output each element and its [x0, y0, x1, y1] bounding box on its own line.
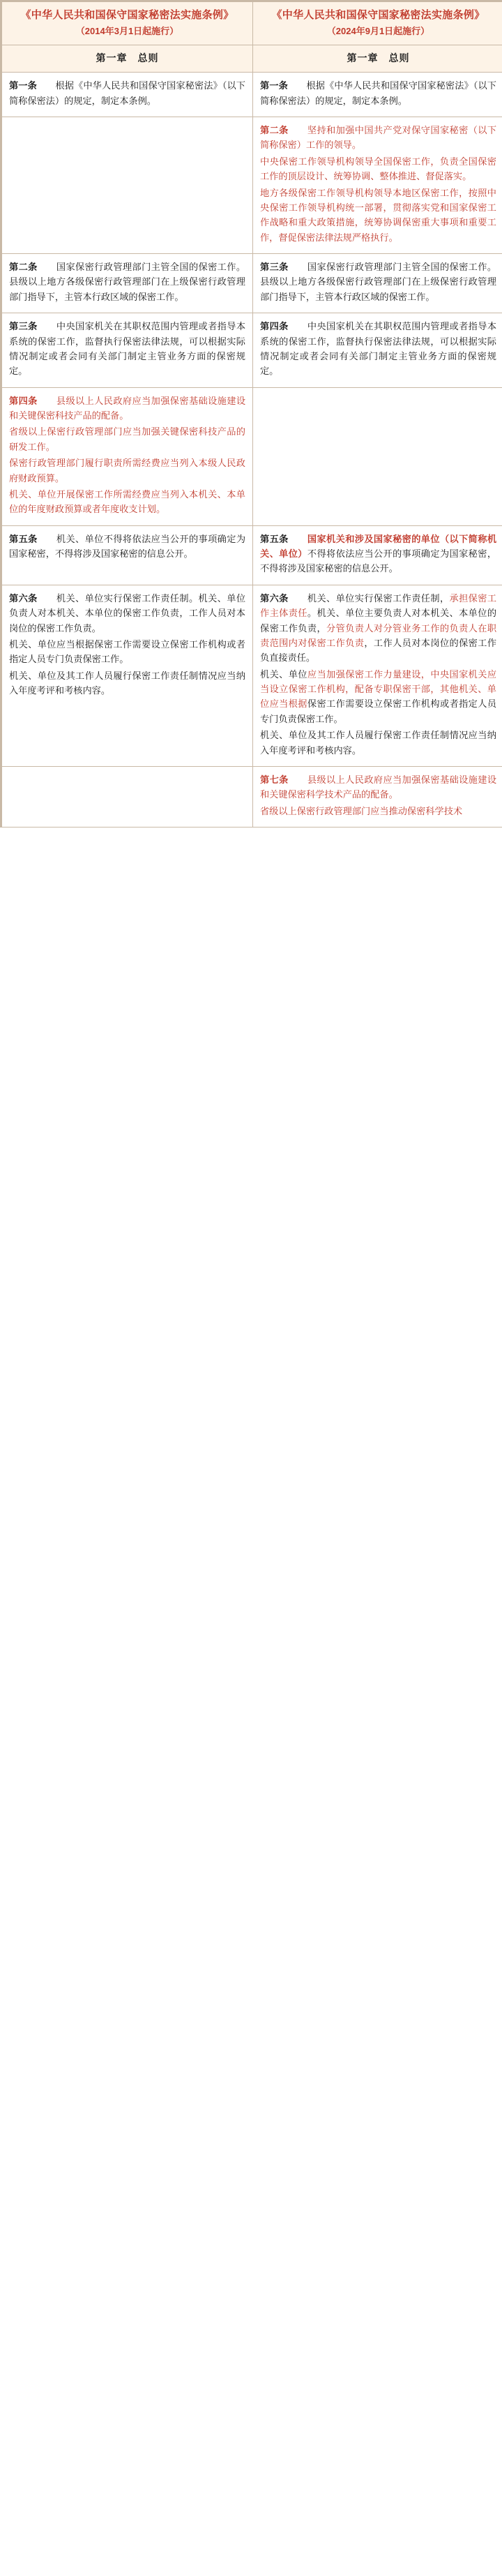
article-paragraph [260, 319, 496, 379]
rich-block [9, 78, 245, 108]
article-paragraph [260, 154, 496, 184]
article-paragraph [9, 394, 245, 424]
original-text: 第五条 [9, 533, 38, 544]
original-text: 机关、单位实行保密工作责任制。机关、单位负责人对本机关、本单位的保密工作负责，工作人员对本岗位的保密工作负责。 [9, 592, 246, 634]
rich-block [260, 319, 496, 379]
article-paragraph [9, 78, 245, 108]
left-article-cell [2, 585, 253, 766]
original-text: 国家保密行政管理部门主管全国的保密工作。县级以上地方各级保密行政管理部门在上级保密行政管理部门指导下，主管本行政区域的保密工作。 [260, 262, 497, 302]
amended-text: 坚持和加强中国共产党对保守国家秘密（以下简称保密）工作的领导。 [260, 125, 497, 151]
original-text: 机关、单位 [260, 668, 307, 680]
amended-text: 省级以上保密行政管理部门应当加强关键保密科技产品的研发工作。 [9, 426, 245, 452]
article-paragraph [260, 260, 496, 304]
amended-text: 承担保密工作主体责任 [260, 592, 497, 619]
right-article-cell [253, 73, 502, 117]
left-article-cell [2, 254, 253, 313]
article-row [2, 73, 502, 117]
article-paragraph [260, 123, 496, 153]
amended-text: 第四条 [9, 395, 38, 406]
right-article-cell [253, 766, 502, 827]
rich-block [9, 532, 245, 562]
article-paragraph [260, 772, 496, 802]
article-row [2, 313, 502, 388]
amended-text: 国家机关和涉及国家秘密的单位（以下简称机关、单位） [260, 533, 497, 559]
rich-block [9, 123, 245, 130]
article-paragraph [9, 424, 245, 454]
left-article-cell [2, 525, 253, 585]
law-comparison-table [1, 1, 502, 828]
left-article-cell-empty [2, 117, 253, 254]
right-chapter-heading [253, 45, 502, 73]
left-article-cell-empty [2, 766, 253, 827]
rich-block [260, 591, 496, 758]
amended-text: 保密行政管理部门履行职责所需经费应当列入本级人民政府财政预算。 [9, 458, 245, 484]
amended-text: 机关、单位开展保密工作所需经费应当列入本机关、本单位的年度财政预算或者年度收支计划。 [9, 488, 245, 515]
original-text: 根据《中华人民共和国保守国家秘密法》（以下简称保密法）的规定，制定本条例。 [9, 80, 245, 106]
original-text: 。机关、单位主要负责人对本机关、本单位的保密工作负责， [260, 608, 497, 634]
amended-text: 中央保密工作领导机构领导全国保密工作，负责全国保密工作的顶层设计、统筹协调、整体推进、督促落实。 [260, 156, 496, 182]
article-row [2, 387, 502, 525]
rich-block [9, 591, 245, 698]
right-article-cell [253, 254, 502, 313]
right-chapter-label: 第一章 总则 [347, 52, 410, 64]
article-row [2, 254, 502, 313]
article-paragraph [9, 456, 245, 486]
right-article-cell-empty [253, 387, 502, 525]
original-text: 第一条 [9, 80, 37, 91]
article-row [2, 766, 502, 827]
article-row [2, 585, 502, 766]
amended-text: 县级以上人民政府应当加强保密基础设施建设和关键保密科技产品的配备。 [9, 395, 246, 421]
original-text: 第五条 [260, 533, 289, 544]
original-text: 第四条 [260, 321, 289, 332]
amended-text: 分管负责人对分管业务工作的负责人在职责范围内对保密工作负责 [260, 622, 497, 648]
amended-text: 第二条 [260, 125, 289, 135]
original-text: ，工作人员对本岗位的保密工作负直接责任。 [260, 637, 497, 664]
article-paragraph [9, 260, 245, 304]
article-row [2, 525, 502, 585]
amended-text: 应当加强保密工作力量建设，中央国家机关应当设立保密工作机构，配备专职保密干部，其他机关、单位应当根据 [260, 668, 497, 710]
article-paragraph [260, 186, 496, 246]
right-article-cell [253, 117, 502, 254]
original-text: 机关、单位应当根据保密工作需要设立保密工作机构或者指定人员专门负责保密工作。 [9, 638, 245, 665]
article-paragraph [260, 591, 496, 666]
amended-text: 地方各级保密工作领导机构领导本地区保密工作，按照中央保密工作领导机构统一部署，贯彻落实党和国家保密工作战略和重大政策措施，统筹协调保密重大事项和重要工作，督促保密法律法规严格执行。 [260, 187, 496, 243]
original-text: 第二条 [9, 262, 38, 272]
right-document-title: 《中华人民共和国保守国家秘密法实施条例》 [271, 9, 485, 21]
article-paragraph [260, 532, 496, 576]
left-chapter-heading [2, 45, 253, 73]
amended-text: 县级以上人民政府应当加强保密基础设施建设和关键保密科学技术产品的配备。 [260, 774, 497, 800]
rich-block [260, 78, 496, 108]
article-paragraph [9, 487, 245, 517]
rich-block [260, 123, 496, 245]
amended-text: 省级以上保密行政管理部门应当推动保密科学技术 [260, 805, 463, 816]
left-document-header [2, 2, 253, 45]
original-text: 第一条 [260, 80, 288, 91]
article-paragraph [260, 804, 496, 818]
original-text: 不得将依法应当公开的事项确定为国家秘密，不得将涉及国家秘密的信息公开。 [260, 548, 497, 574]
article-paragraph [260, 667, 496, 727]
article-row [2, 117, 502, 254]
original-text: 第三条 [9, 321, 38, 332]
comparison-document [0, 0, 502, 828]
article-paragraph [260, 78, 496, 108]
amended-text: 第七条 [260, 774, 289, 785]
original-text: 第三条 [260, 262, 289, 272]
rich-block [9, 260, 245, 304]
rich-block [9, 319, 245, 379]
right-article-cell [253, 525, 502, 585]
rich-block [260, 394, 496, 400]
original-text: 第六条 [260, 592, 289, 604]
original-text [289, 534, 307, 544]
original-text: 中央国家机关在其职权范围内管理或者指导本系统的保密工作，监督执行保密法律法规，可以根据实际情况制定或者会同有关部门制定主管业务方面的保密规定。 [260, 321, 497, 377]
article-paragraph [9, 532, 245, 562]
rich-block [9, 772, 245, 779]
left-article-cell [2, 73, 253, 117]
left-document-effective-date: （2014年3月1日起施行） [75, 25, 179, 36]
right-document-header [253, 2, 502, 45]
original-text: 中央国家机关在其职权范围内管理或者指导本系统的保密工作，监督执行保密法律法规，可以根据实际情况制定或者会同有关部门制定主管业务方面的保密规定。 [9, 321, 246, 377]
left-document-title: 《中华人民共和国保守国家秘密法实施条例》 [20, 9, 234, 21]
original-text: 国家保密行政管理部门主管全国的保密工作。县级以上地方各级保密行政管理部门在上级保密行政管理部门指导下，主管本行政区域的保密工作。 [9, 262, 246, 302]
rich-block [260, 532, 496, 576]
rich-block [260, 260, 496, 304]
right-article-cell [253, 585, 502, 766]
original-text: 机关、单位及其工作人员履行保密工作责任制情况应当纳入年度考评和考核内容。 [260, 730, 496, 756]
original-text: 根据《中华人民共和国保守国家秘密法》（以下简称保密法）的规定，制定本条例。 [260, 80, 496, 106]
chapter-heading-row [2, 45, 502, 73]
rich-block [9, 394, 245, 517]
original-text: 保密工作需要设立保密工作机构或者指定人员专门负责保密工作。 [260, 698, 497, 724]
article-paragraph [9, 637, 245, 667]
original-text: 机关、单位及其工作人员履行保密工作责任制情况应当纳入年度考评和考核内容。 [9, 670, 245, 696]
left-chapter-label: 第一章 总则 [96, 52, 159, 64]
original-text: 机关、单位实行保密工作责任制， [288, 592, 450, 604]
right-article-cell [253, 313, 502, 388]
original-text: 第六条 [9, 592, 38, 604]
left-article-cell [2, 387, 253, 525]
rich-block [260, 772, 496, 818]
table-header-row [2, 2, 502, 45]
right-document-effective-date: （2024年9月1日起施行） [326, 25, 430, 36]
article-paragraph [9, 319, 245, 379]
article-paragraph [260, 728, 496, 758]
article-paragraph [9, 591, 245, 636]
article-paragraph [9, 668, 245, 698]
original-text: 机关、单位不得将依法应当公开的事项确定为国家秘密，不得将涉及国家秘密的信息公开。 [9, 533, 246, 559]
left-article-cell [2, 313, 253, 388]
